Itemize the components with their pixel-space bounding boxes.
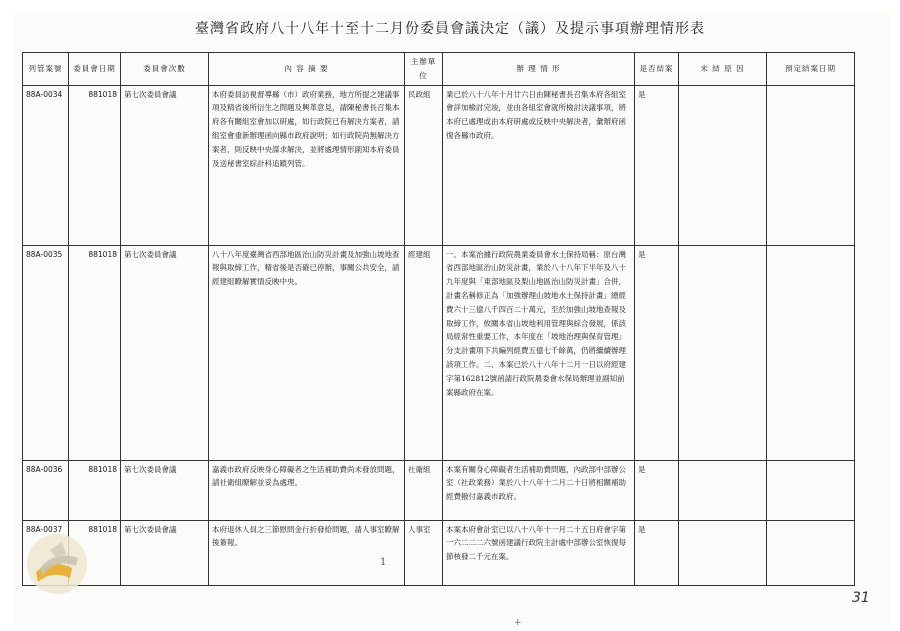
- meeting-date: 881018: [69, 460, 121, 520]
- header-unit: 主辦單位: [405, 53, 443, 86]
- header-meeting-session: 委員會次數: [121, 53, 209, 86]
- reason: [679, 460, 767, 520]
- unit: 社衛組: [405, 460, 443, 520]
- meeting-session: 第七次委員會議: [121, 245, 209, 460]
- planned-date: [767, 460, 855, 520]
- status: 本案本府會計室已以八十八年十一月二十五日府會字第一六二二二六號函建議行政院主計處中部辦公室恢復每節核發二千元在案。: [443, 520, 635, 585]
- status: 業已於八十八年十月廿六日由陳秘書長召集本府各組室會詳加檢討完竣，並由各組室會就所檢討決議事項，將本府已處理或由本府研處或反映中央解決者，彙辦府函復各縣市政府。: [443, 85, 635, 245]
- table-row: [23, 460, 855, 520]
- summary: 八十八年度臺灣省西部地區治山防災計畫及加強山坡地查報與取締工作，精省後是否確已停辦，事關公共安全，請經建組瞭解實情反映中央。: [209, 245, 405, 460]
- meeting-date: 881018: [69, 245, 121, 460]
- reason: [679, 520, 767, 585]
- closed: 是: [635, 85, 679, 245]
- meeting-session: 第七次委員會議: [121, 460, 209, 520]
- header-status: 辦 理 情 形: [443, 53, 635, 86]
- meeting-session: 第七次委員會議: [121, 85, 209, 245]
- header-planned-date: 預定結案日期: [767, 53, 855, 86]
- closed: 是: [635, 460, 679, 520]
- document-title: 臺灣省政府八十八年十至十二月份委員會議決定（議）及提示事項辦理情形表: [195, 21, 705, 37]
- closed: 是: [635, 245, 679, 460]
- summary: 本府委員訪視督導縣（市）政府業務，地方所提之建議事項及精省後所衍生之問題及興革意見，請陳秘書長召集本府各有關組室會加以研處，如行政院已有解決方案者，請組室會重新辦理函向縣市政府說明；如行政院尚無解決方案者，則反映中央謀求解決，並將處理情形副知本府委員及送秘書室綜計科追蹤列管。: [209, 85, 405, 245]
- header-meeting-date: 委員會日期: [69, 53, 121, 86]
- summary: 嘉義市政府反映身心障礙者之生活補助費尚未發放問題，請社衛組瞭解並妥為處理。: [209, 460, 405, 520]
- unit: 人事室: [405, 520, 443, 585]
- meeting-date: 881018: [69, 520, 121, 585]
- header-case-id: 列管案號: [23, 53, 69, 86]
- planned-date: [767, 85, 855, 245]
- case-id: 88A-0035: [23, 245, 69, 460]
- header-reason: 未 結 原 因: [679, 53, 767, 86]
- case-id: 88A-0034: [23, 85, 69, 245]
- table-row: [23, 520, 855, 585]
- reason: [679, 85, 767, 245]
- header-closed: 是否結案: [635, 53, 679, 86]
- table-row: [23, 245, 855, 460]
- status: 本案有關身心障礙者生活補助費問題，內政部中部辦公室（社政業務）業於八十八年十二月二十日將相關補助經費撥付嘉義市政府。: [443, 460, 635, 520]
- archive-logo-icon: [22, 528, 92, 600]
- unit: 民政組: [405, 85, 443, 245]
- header-summary: 內 容 摘 要: [209, 53, 405, 86]
- planned-date: [767, 520, 855, 585]
- case-id: 88A-0036: [23, 460, 69, 520]
- bottom-mark: +: [514, 618, 522, 628]
- meeting-session: 第七次委員會議: [121, 520, 209, 585]
- summary: 本府退休人員之三節慰問金行折發給問題，請人事室瞭解後簽報。: [209, 520, 405, 585]
- page-number: 31: [852, 590, 870, 606]
- page-mark: 1: [380, 557, 387, 568]
- reason: [679, 245, 767, 460]
- status: 一、本案治據行政院農業委員會水土保持局稱：原台灣省西部地區治山防災計畫，業於八十八年下半年及八十九年度與「東部地區及梨山地區治山防災計畫」合併，計畫名稱修正為「加強辦理山坡地水土保持計畫」總經費六十三億八千四百二十萬元，至於加強山坡地查報及取締工作，攸關本省山坡地利用管理與綜合發展，係該局經常性重要工作，本年度在「坡地治理與保育管理」分支計畫項下共編列經費五億七千餘萬，仍將繼續辦理該項工作。二、本案已於八十八年十二月一日以府經建字第162812號函請行政院農委會水保局辦理並副知前案縣政府在案。: [443, 245, 635, 460]
- unit: 經建組: [405, 245, 443, 460]
- meeting-date: 881018: [69, 85, 121, 245]
- table-row: [23, 85, 855, 245]
- status-table: [22, 52, 855, 586]
- case-id: 88A-0037: [23, 520, 69, 585]
- planned-date: [767, 245, 855, 460]
- closed: 是: [635, 520, 679, 585]
- table-header-row: [23, 53, 855, 86]
